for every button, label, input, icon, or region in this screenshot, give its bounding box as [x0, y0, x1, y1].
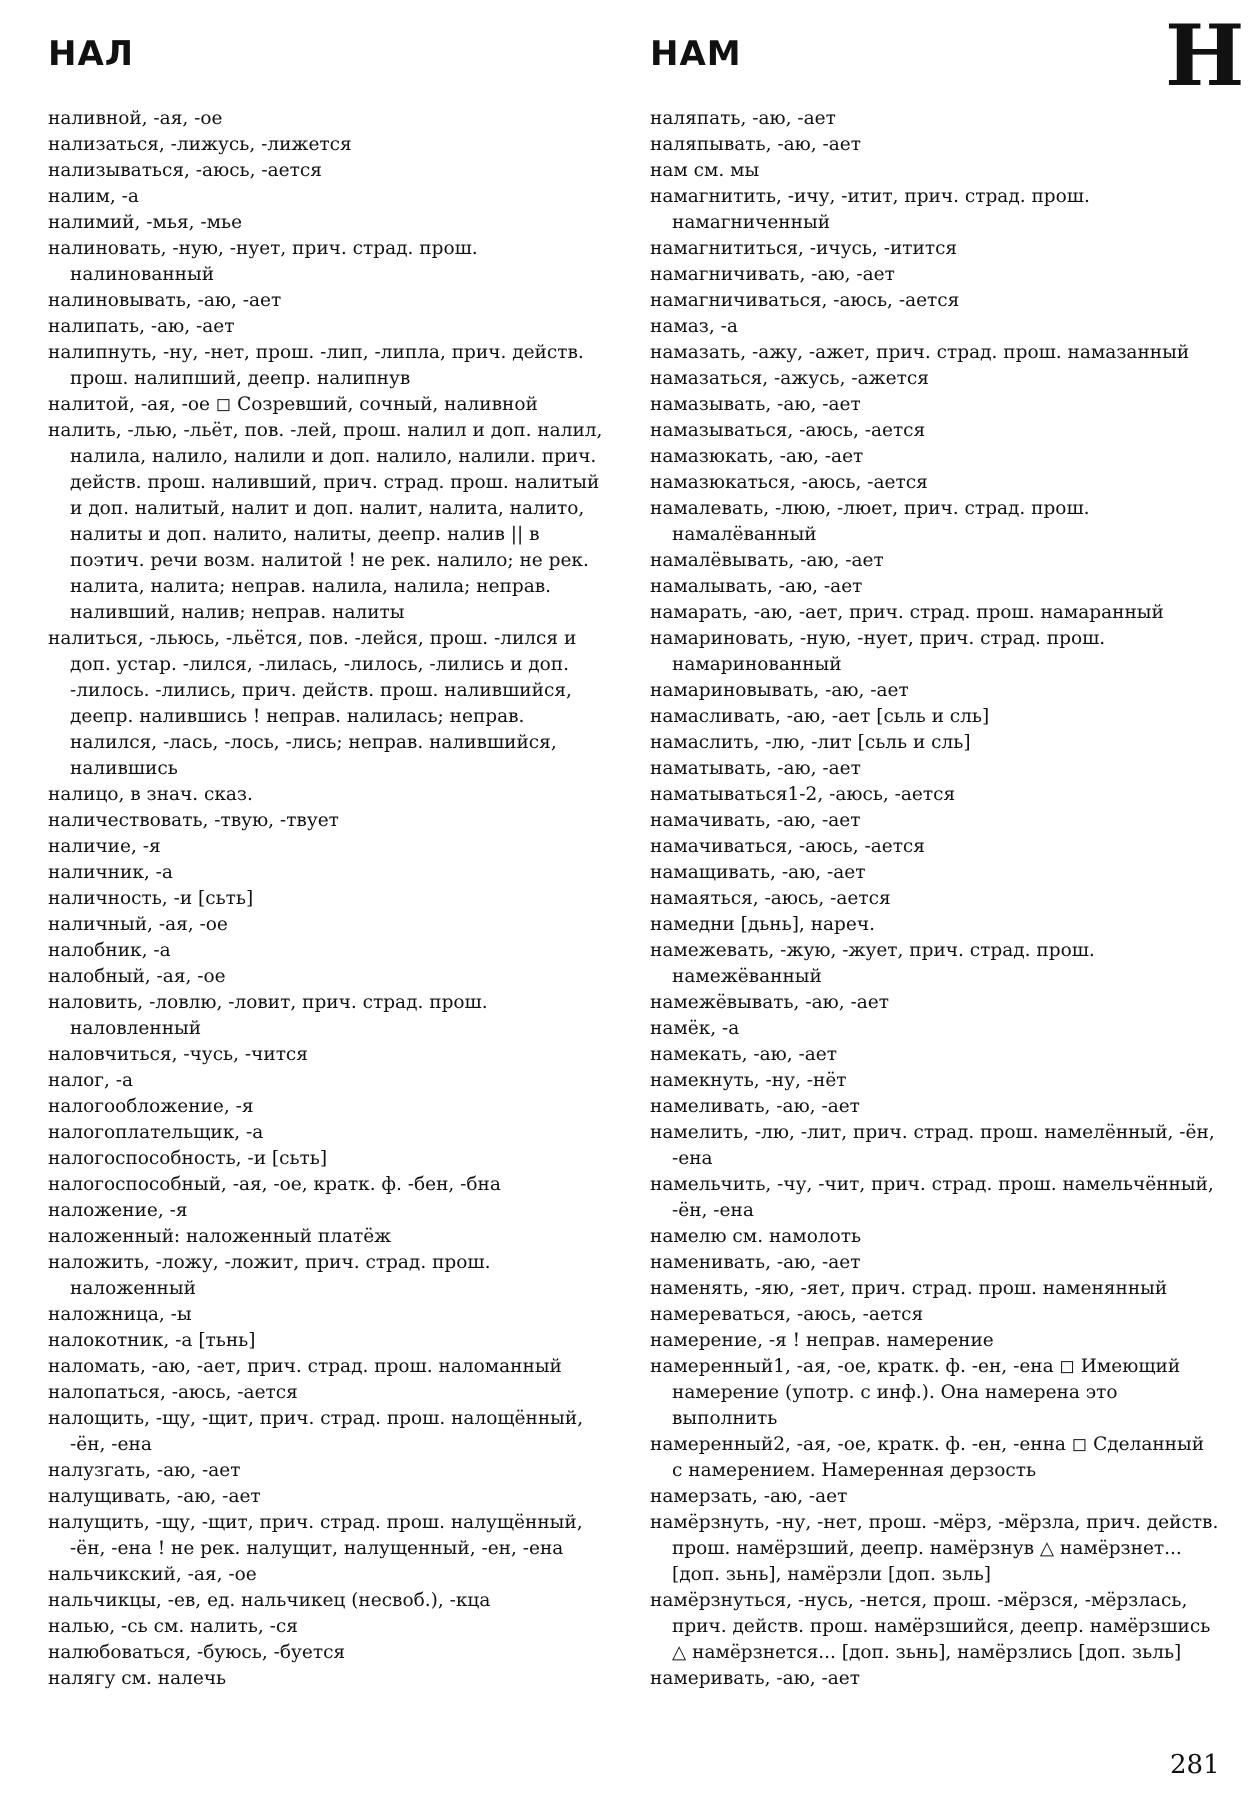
- dictionary-entry: налицо, в знач. сказ.: [48, 784, 253, 805]
- dictionary-entry: налопаться, -аюсь, -ается: [48, 1382, 298, 1403]
- dictionary-entry: намасливать, -аю, -ает [сьль и сль]: [650, 706, 990, 727]
- dictionary-entry: наляпать, -аю, -ает: [650, 108, 836, 129]
- dictionary-entry: налить, -лью, -льёт, пов. -лей, прош. налил и доп. налил, налила, налило, налили и доп. налило, налили. прич. действ. прош. наливший, прич. страд. прош. налитый и доп. налитый, налит и доп. налит, налита, налито, налиты и доп. налито, налиты, деепр. налив || в поэтич. речи возм. налитой ! не рек. налило; не рек. налита, налита; неправ. налила, налила; неправ. наливший, налив; неправ. налиты: [48, 420, 603, 623]
- dictionary-entry: намерение, -я ! неправ. намерение: [650, 1330, 994, 1351]
- dictionary-entry: налущить, -щу, -щит, прич. страд. прош. налущённый, -ён, -ена ! не рек. налущит, налущенный, -ен, -ена: [48, 1512, 583, 1559]
- dictionary-entry: налокотник, -а [тьнь]: [48, 1330, 256, 1351]
- dictionary-entry: намёк, -а: [650, 1018, 740, 1039]
- dictionary-entry: нальчикцы, -ев, ед. нальчикец (несвоб.), -кца: [48, 1590, 491, 1611]
- dictionary-entry: налюбоваться, -буюсь, -буется: [48, 1642, 346, 1663]
- dictionary-entry: налипнуть, -ну, -нет, прош. -лип, -липла, прич. действ. прош. налипший, деепр. налипнув: [48, 342, 584, 389]
- page-number: 281: [1170, 1750, 1220, 1780]
- dictionary-entry: намаз, -а: [650, 316, 738, 337]
- dictionary-entry: намелить, -лю, -лит, прич. страд. прош. намелённый, -ён, -ена: [650, 1122, 1215, 1169]
- section-letter: Н: [1165, 6, 1245, 105]
- dictionary-entry: намеривать, -аю, -ает: [650, 1668, 860, 1689]
- dictionary-entry: наливной, -ая, -ое: [48, 108, 223, 129]
- dictionary-entry: нам см. мы: [650, 160, 760, 181]
- dictionary-entry: налягу см. налечь: [48, 1668, 227, 1689]
- dictionary-entry: наложница, -ы: [48, 1304, 192, 1325]
- dictionary-entry: наличник, -а: [48, 862, 173, 883]
- dictionary-entry: намекнуть, -ну, -нёт: [650, 1070, 847, 1091]
- dictionary-entry: намазать, -ажу, -ажет, прич. страд. прош. намазанный: [650, 342, 1190, 363]
- dictionary-entry: намагнититься, -ичусь, -итится: [650, 238, 958, 259]
- left-column: [48, 106, 613, 1692]
- dictionary-entry: налипать, -аю, -ает: [48, 316, 235, 337]
- dictionary-entry: наматываться1-2, -аюсь, -ается: [650, 784, 956, 805]
- dictionary-entry: намелю см. намолоть: [650, 1226, 862, 1247]
- running-head-left: НАЛ: [48, 34, 135, 74]
- dictionary-entry: налимий, -мья, -мье: [48, 212, 243, 233]
- dictionary-entry: налощить, -щу, -щит, прич. страд. прош. налощённый, -ён, -ена: [48, 1408, 584, 1455]
- dictionary-entry: намельчить, -чу, -чит, прич. страд. прош. намельчённый, -ён, -ена: [650, 1174, 1214, 1221]
- dictionary-entry: намалывать, -аю, -ает: [650, 576, 863, 597]
- dictionary-entry: налущивать, -аю, -ает: [48, 1486, 261, 1507]
- dictionary-entry: нализываться, -аюсь, -ается: [48, 160, 322, 181]
- dictionary-entry: намазюкаться, -аюсь, -ается: [650, 472, 928, 493]
- dictionary-entry: налузгать, -аю, -ает: [48, 1460, 241, 1481]
- dictionary-entry: намаслить, -лю, -лит [сьль и сль]: [650, 732, 971, 753]
- dictionary-entry: намариновывать, -аю, -ает: [650, 680, 909, 701]
- dictionary-entry: наловчиться, -чусь, -чится: [48, 1044, 308, 1065]
- dictionary-entry: наменять, -яю, -яет, прич. страд. прош. наменянный: [650, 1278, 1168, 1299]
- dictionary-entry: наломать, -аю, -ает, прич. страд. прош. наломанный: [48, 1356, 562, 1377]
- dictionary-entry: намащивать, -аю, -ает: [650, 862, 866, 883]
- dictionary-entry: наматывать, -аю, -ает: [650, 758, 861, 779]
- dictionary-entry: намазываться, -аюсь, -ается: [650, 420, 926, 441]
- dictionary-entry: налиться, -льюсь, -льётся, пов. -лейся, прош. -лился и доп. устар. -лился, -лилась, -лилось, -лились и доп. -лилось. -лились, прич. действ. прош. налившийся, деепр. налившись ! неправ. налилась; неправ. налился, -лась, -лось, -лись; неправ. налившийся, налившись: [48, 628, 577, 779]
- dictionary-entry: налобный, -ая, -ое: [48, 966, 226, 987]
- dictionary-entry: намёрзнуться, -нусь, -нется, прош. -мёрзся, -мёрзлась, прич. действ. прош. намёрзшийся, деепр. намёрзшись △ намёрзнется... [доп. зьнь], намёрзлись [доп. зьль]: [650, 1590, 1211, 1663]
- dictionary-entry: наличность, -и [сьть]: [48, 888, 254, 909]
- dictionary-entry: наложение, -я: [48, 1200, 188, 1221]
- dictionary-entry: наляпывать, -аю, -ает: [650, 134, 861, 155]
- dictionary-entry: налиновывать, -аю, -ает: [48, 290, 282, 311]
- dictionary-entry: намагничивать, -аю, -ает: [650, 264, 895, 285]
- dictionary-entry: налобник, -а: [48, 940, 171, 961]
- dictionary-entry: наличный, -ая, -ое: [48, 914, 228, 935]
- dictionary-entry: намедни [дьнь], нареч.: [650, 914, 875, 935]
- dictionary-entry: налим, -а: [48, 186, 139, 207]
- dictionary-entry: налитой, -ая, -ое ◻ Созревший, сочный, наливной: [48, 394, 538, 415]
- dictionary-entry: намалевать, -люю, -люет, прич. страд. прош. намалёванный: [650, 498, 1090, 545]
- dictionary-entry: налогоспособный, -ая, -ое, кратк. ф. -бен, -бна: [48, 1174, 501, 1195]
- dictionary-entry: наложить, -ложу, -ложит, прич. страд. прош. наложенный: [48, 1252, 491, 1299]
- dictionary-entry: налогообложение, -я: [48, 1096, 254, 1117]
- dictionary-entry: намалёвывать, -аю, -ает: [650, 550, 884, 571]
- dictionary-entry: наловить, -ловлю, -ловит, прич. страд. прош. наловленный: [48, 992, 488, 1039]
- dictionary-entry: намачивать, -аю, -ает: [650, 810, 861, 831]
- dictionary-entry: намежевать, -жую, -жует, прич. страд. прош. намежёванный: [650, 940, 1095, 987]
- dictionary-entry: намариновать, -ную, -нует, прич. страд. прош. намаринованный: [650, 628, 1106, 675]
- dictionary-entry: наменивать, -аю, -ает: [650, 1252, 861, 1273]
- dictionary-entry: намазывать, -аю, -ает: [650, 394, 861, 415]
- dictionary-entry: нализаться, -лижусь, -лижется: [48, 134, 352, 155]
- dictionary-entry: намагничиваться, -аюсь, -ается: [650, 290, 960, 311]
- dictionary-entry: намёрзнуть, -ну, -нет, прош. -мёрз, -мёрзла, прич. действ. прош. намёрзший, деепр. намёрзнув △ намёрзнет... [доп. зьнь], намёрзли [доп. зьль]: [650, 1512, 1219, 1585]
- dictionary-entry: намежёвывать, -аю, -ает: [650, 992, 889, 1013]
- dictionary-entry: налогоспособность, -и [сьть]: [48, 1148, 328, 1169]
- dictionary-entry: намагнитить, -ичу, -итит, прич. страд. прош. намагниченный: [650, 186, 1090, 233]
- dictionary-entry: намеренный2, -ая, -ое, кратк. ф. -ен, -енна ◻ Сделанный с намерением. Намеренная дерзость: [650, 1434, 1205, 1481]
- dictionary-entry: намеливать, -аю, -ает: [650, 1096, 860, 1117]
- dictionary-entry: наличие, -я: [48, 836, 161, 857]
- dictionary-entry: намерзать, -аю, -ает: [650, 1486, 848, 1507]
- right-column: [650, 106, 1220, 1692]
- dictionary-entry: намекать, -аю, -ает: [650, 1044, 837, 1065]
- dictionary-entry: намазюкать, -аю, -ает: [650, 446, 864, 467]
- dictionary-entry: наличествовать, -твую, -твует: [48, 810, 339, 831]
- dictionary-entry: намачиваться, -аюсь, -ается: [650, 836, 925, 857]
- dictionary-entry: налью, -сь см. налить, -ся: [48, 1616, 298, 1637]
- dictionary-entry: наложенный: наложенный платёж: [48, 1226, 392, 1247]
- dictionary-entry: намеренный1, -ая, -ое, кратк. ф. -ен, -ена ◻ Имеющий намерение (употр. с инф.). Она намерена это выполнить: [650, 1356, 1181, 1429]
- dictionary-entry: намазаться, -ажусь, -ажется: [650, 368, 929, 389]
- dictionary-entry: налогоплательщик, -а: [48, 1122, 264, 1143]
- dictionary-entry: намереваться, -аюсь, -ается: [650, 1304, 924, 1325]
- dictionary-entry: налог, -а: [48, 1070, 133, 1091]
- dictionary-entry: намаяться, -аюсь, -ается: [650, 888, 891, 909]
- dictionary-entry: намарать, -аю, -ает, прич. страд. прош. намаранный: [650, 602, 1164, 623]
- dictionary-entry: нальчикский, -ая, -ое: [48, 1564, 257, 1585]
- dictionary-entry: налиновать, -ную, -нует, прич. страд. прош. налинованный: [48, 238, 478, 285]
- running-head-right: НАМ: [650, 34, 742, 74]
